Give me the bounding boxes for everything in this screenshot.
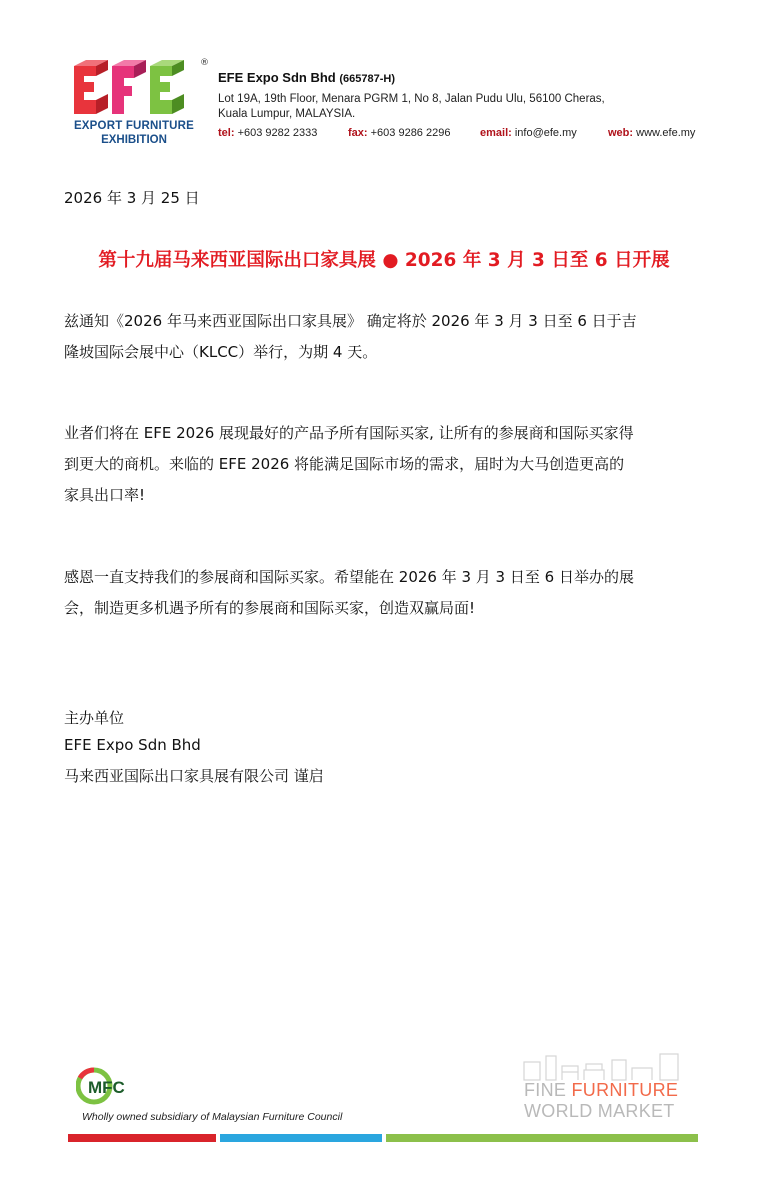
address-line-1: Lot 19A, 19th Floor, Menara PGRM 1, No 8, Jalan Pudu Ulu, 56100 Cheras, bbox=[218, 93, 605, 105]
tel-value: +603 9282 2333 bbox=[237, 127, 318, 139]
company-reg-no: (665787-H) bbox=[339, 73, 395, 85]
logo-tagline-export-furniture: EXPORT FURNITURE bbox=[73, 120, 195, 132]
signature-company-cn: 马来西亚国际出口家具展有限公司 谨启 bbox=[64, 767, 324, 785]
ffwm-line-2: WORLD MARKET bbox=[524, 1101, 675, 1121]
footer-bar-green bbox=[386, 1134, 698, 1142]
ffwm-word-fine: FINE bbox=[524, 1080, 572, 1100]
mfc-logo bbox=[76, 1066, 146, 1110]
contact-tel bbox=[218, 127, 317, 139]
signature-company-en: EFE Expo Sdn Bhd bbox=[64, 736, 201, 754]
logo-tagline-exhibition: EXHIBITION bbox=[101, 134, 167, 146]
mfc-logo-icon bbox=[76, 1066, 146, 1106]
registered-mark: ® bbox=[200, 58, 209, 68]
fax-value: +603 9286 2296 bbox=[370, 127, 451, 139]
fax-label: fax: bbox=[348, 127, 368, 139]
paragraph-line: 隆坡国际会展中心（KLCC）举行，为期 4 天。 bbox=[64, 343, 378, 361]
mfc-logo-text: MFC bbox=[88, 1078, 125, 1097]
contact-fax bbox=[348, 127, 450, 139]
paragraph-line: 会，制造更多机遇予所有的参展商和国际买家，创造双赢局面! bbox=[64, 599, 476, 617]
company-name-text: EFE Expo Sdn Bhd bbox=[218, 70, 336, 85]
address-line-2: Kuala Lumpur, MALAYSIA. bbox=[218, 108, 356, 120]
paragraph-1 bbox=[64, 306, 714, 368]
company-name bbox=[218, 70, 395, 85]
footer-bar-red bbox=[68, 1134, 216, 1142]
footer-tagline: Wholly owned subsidiary of Malaysian Furniture Council bbox=[82, 1111, 343, 1123]
efe-logo-cubes-icon bbox=[68, 58, 196, 118]
furniture-silhouette-icon bbox=[520, 1052, 690, 1082]
paragraph-line: 到更大的商机。来临的 EFE 2026 将能满足国际市场的需求，届时为大马创造更高的 bbox=[64, 455, 625, 473]
signature-organizer-label: 主办单位 bbox=[64, 709, 125, 727]
ffwm-line-1 bbox=[524, 1080, 678, 1101]
efe-logo bbox=[64, 58, 209, 150]
paragraph-2 bbox=[64, 418, 714, 511]
paragraph-line: 业者们将在 EFE 2026 展现最好的产品予所有国际买家, 让所有的参展商和国际买家得 bbox=[64, 424, 634, 442]
web-value[interactable]: www.efe.my bbox=[636, 127, 696, 139]
contact-email bbox=[480, 127, 577, 139]
letter-title: 第十九届马来西亚国际出口家具展 ● 2026 年 3 月 3 日至 6 日开展 bbox=[98, 250, 670, 271]
letter-date: 2026 年 3 月 25 日 bbox=[64, 189, 200, 207]
contact-web bbox=[608, 127, 695, 139]
tel-label: tel: bbox=[218, 127, 235, 139]
web-label: web: bbox=[608, 127, 634, 139]
email-label: email: bbox=[480, 127, 512, 139]
paragraph-line: 感恩一直支持我们的参展商和国际买家。希望能在 2026 年 3 月 3 日至 6 日举办的展 bbox=[64, 568, 634, 586]
footer-bar-blue bbox=[220, 1134, 382, 1142]
paragraph-line: 家具出口率! bbox=[64, 486, 146, 504]
paragraph-3 bbox=[64, 562, 714, 624]
email-value[interactable]: info@efe.my bbox=[514, 127, 577, 139]
ffwm-word-furniture: FURNITURE bbox=[571, 1080, 679, 1100]
paragraph-line: 兹通知《2026 年马来西亚国际出口家具展》 确定将於 2026 年 3 月 3 日至 6 日于吉 bbox=[64, 312, 637, 330]
